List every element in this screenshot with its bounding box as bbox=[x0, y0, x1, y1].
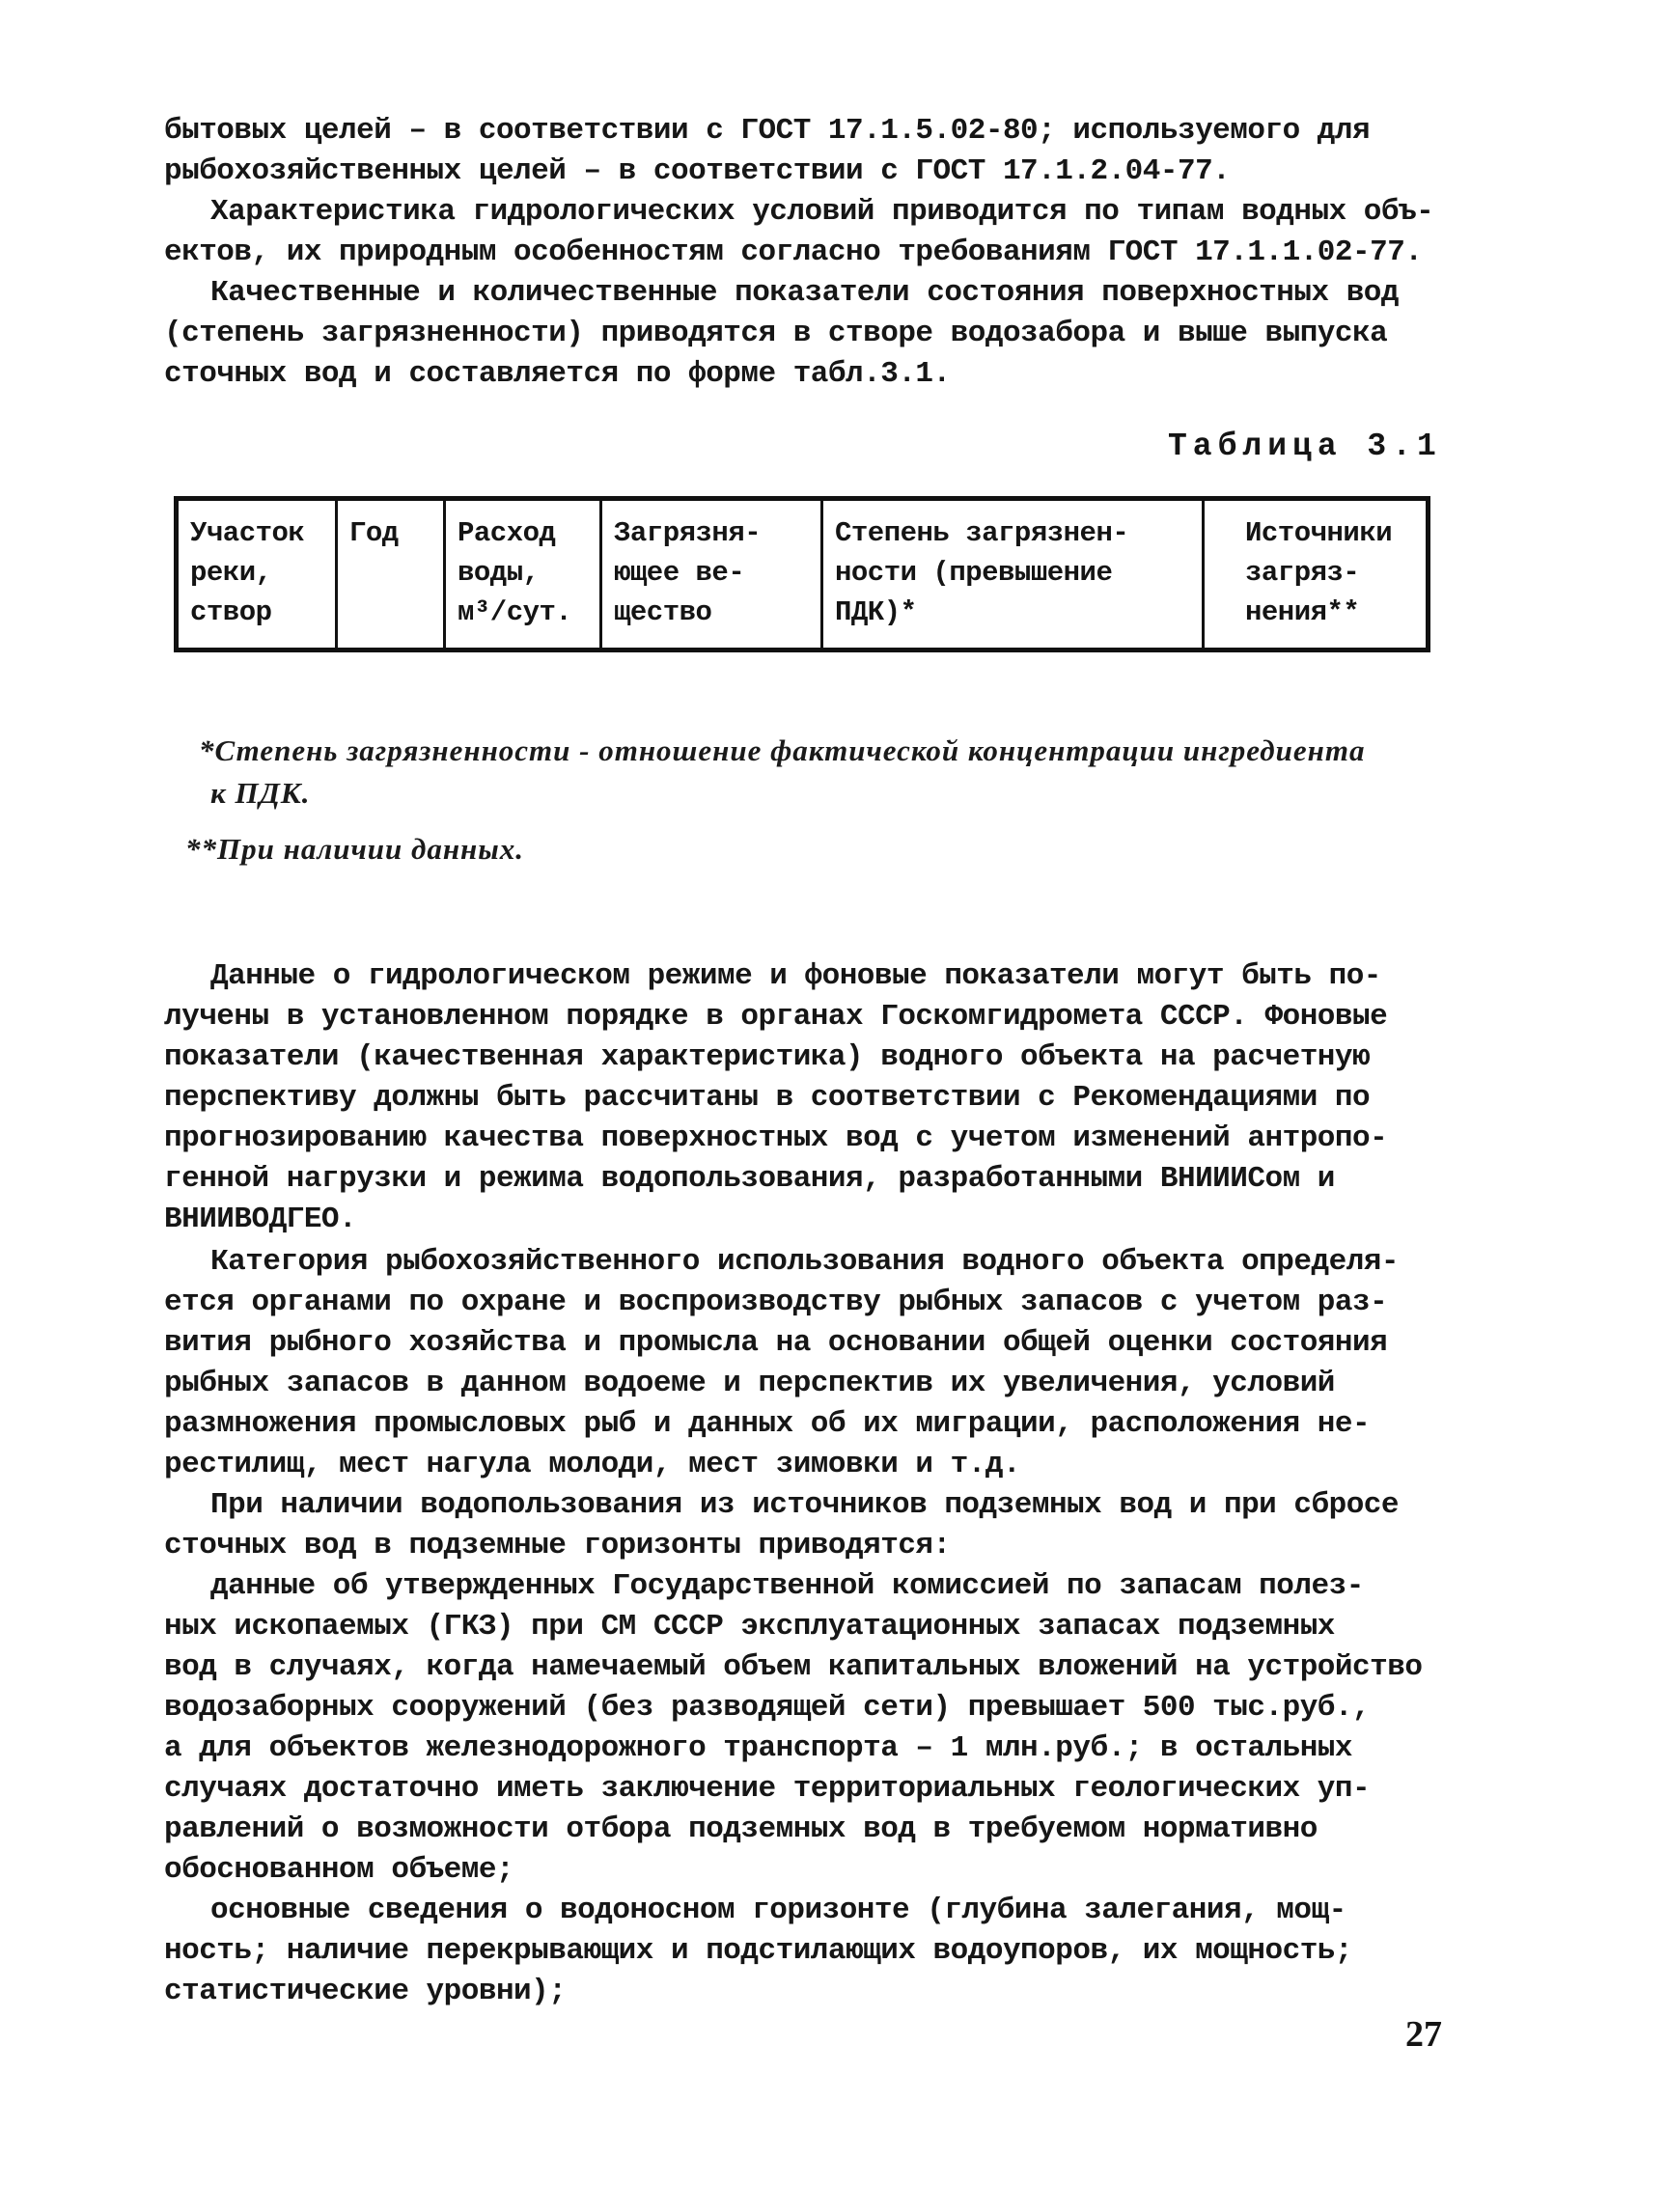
paragraph-6-line-1: При наличии водопользования из источников подземных вод и при сбросе bbox=[210, 1488, 1400, 1522]
header-text: ПДК)* bbox=[835, 596, 917, 628]
paragraph-4-line-4: перспективу должны быть рассчитаны в соответствии с Рекомендациями по bbox=[164, 1081, 1371, 1115]
footnote-1-line-2: к ПДК. bbox=[210, 776, 311, 810]
paragraph-8-line-2: ность; наличие перекрывающих и подстилающих водоупоров, их мощность; bbox=[164, 1934, 1353, 1968]
paragraph-4-line-5: прогнозированию качества поверхностных вод с учетом изменений антропо- bbox=[164, 1121, 1388, 1155]
header-text: Участок bbox=[190, 517, 305, 549]
header-text: щество bbox=[614, 596, 712, 628]
paragraph-7-line-5: а для объектов железнодорожного транспорта – 1 млн.руб.; в остальных bbox=[164, 1731, 1353, 1765]
paragraph-7-line-4: водозаборных сооружений (без разводящей сети) превышает 500 тыс.руб., bbox=[164, 1691, 1371, 1725]
paragraph-7-line-8: обоснованном объеме; bbox=[164, 1853, 514, 1887]
paragraph-1-line-1: бытовых целей – в соответствии с ГОСТ 17.1.5.02-80; используемого для bbox=[164, 114, 1371, 148]
paragraph-2-line-2: ектов, их природным особенностям согласно требованиям ГОСТ 17.1.1.02-77. bbox=[164, 235, 1423, 269]
paragraph-8-line-3: статистические уровни); bbox=[164, 1975, 567, 2008]
header-text: нения** bbox=[1245, 596, 1360, 628]
paragraph-7-line-3: вод в случаях, когда намечаемый объем капитальных вложений на устройство bbox=[164, 1650, 1423, 1684]
header-text: ности (превышение bbox=[835, 557, 1113, 589]
header-text: Расход bbox=[458, 517, 556, 549]
header-text: Источники bbox=[1245, 517, 1393, 549]
table-header bbox=[174, 496, 1430, 652]
page-number: 27 bbox=[1405, 2014, 1442, 2055]
paragraph-3-line-3: сточных вод и составляется по форме табл.3.1. bbox=[164, 357, 951, 391]
paragraph-4-line-3: показатели (качественная характеристика) водного объекта на расчетную bbox=[164, 1040, 1371, 1074]
header-text: Степень загрязнен- bbox=[835, 517, 1129, 549]
paragraph-8-line-1: основные сведения о водоносном горизонте (глубина залегания, мощ- bbox=[210, 1894, 1346, 1927]
table-caption: Таблица 3.1 bbox=[1168, 429, 1442, 464]
table-header-cell-section bbox=[179, 501, 338, 648]
header-text: м³/сут. bbox=[458, 596, 572, 628]
header-text: реки, bbox=[190, 557, 272, 589]
footnote-2: **При наличии данных. bbox=[185, 832, 525, 866]
paragraph-3-line-2: (степень загрязненности) приводятся в створе водозабора и выше выпуска bbox=[164, 317, 1388, 350]
paragraph-1-line-2: рыбохозяйственных целей – в соответствии с ГОСТ 17.1.2.04-77. bbox=[164, 154, 1231, 188]
header-text: ющее ве- bbox=[614, 557, 745, 589]
paragraph-7-line-6: случаях достаточно иметь заключение территориальных геологических уп- bbox=[164, 1772, 1371, 1806]
paragraph-5-line-1: Категория рыбохозяйственного использования водного объекта определя- bbox=[210, 1245, 1400, 1279]
header-text: загряз- bbox=[1245, 557, 1360, 589]
footnote-1-line-1: *Степень загрязненности - отношение фактической концентрации ингредиента bbox=[199, 733, 1366, 767]
paragraph-5-line-2: ется органами по охране и воспроизводству рыбных запасов с учетом раз- bbox=[164, 1286, 1388, 1319]
paragraph-7-line-1: данные об утвержденных Государственной комиссией по запасам полез- bbox=[210, 1569, 1364, 1603]
header-text: Год bbox=[349, 517, 399, 549]
paragraph-4-line-1: Данные о гидрологическом режиме и фоновые показатели могут быть по- bbox=[210, 959, 1381, 993]
paragraph-6-line-2: сточных вод в подземные горизонты приводятся: bbox=[164, 1529, 951, 1562]
paragraph-2-line-1: Характеристика гидрологических условий приводится по типам водных объ- bbox=[210, 195, 1434, 229]
paragraph-5-line-4: рыбных запасов в данном водоеме и перспектив их увеличения, условий bbox=[164, 1367, 1335, 1400]
header-text: створ bbox=[190, 596, 272, 628]
paragraph-4-line-6: генной нагрузки и режима водопользования, разработанными ВНИИИСом и bbox=[164, 1162, 1335, 1196]
paragraph-5-line-3: вития рыбного хозяйства и промысла на основании общей оценки состояния bbox=[164, 1326, 1388, 1360]
table-header-cell-pollutant bbox=[602, 501, 823, 648]
paragraph-3-line-1: Качественные и количественные показатели состояния поверхностных вод bbox=[210, 276, 1400, 310]
paragraph-7-line-7: равлений о возможности отбора подземных вод в требуемом нормативно bbox=[164, 1812, 1318, 1846]
table-header-cell-sources bbox=[1205, 501, 1426, 648]
paragraph-5-line-5: размножения промысловых рыб и данных об их миграции, расположения не- bbox=[164, 1407, 1371, 1441]
paragraph-5-line-6: рестилищ, мест нагула молоди, мест зимовки и т.д. bbox=[164, 1448, 1021, 1481]
table-header-cell-year bbox=[338, 501, 446, 648]
header-text: воды, bbox=[458, 557, 540, 589]
table-header-cell-pollution-degree bbox=[823, 501, 1205, 648]
table-header-cell-flow bbox=[446, 501, 602, 648]
paragraph-7-line-2: ных ископаемых (ГКЗ) при СМ СССР эксплуатационных запасах подземных bbox=[164, 1610, 1335, 1644]
paragraph-4-line-2: лучены в установленном порядке в органах Госкомгидромета СССР. Фоновые bbox=[164, 1000, 1388, 1034]
paragraph-4-line-7: ВНИИВОДГЕО. bbox=[164, 1203, 357, 1236]
header-text: Загрязня- bbox=[614, 517, 762, 549]
